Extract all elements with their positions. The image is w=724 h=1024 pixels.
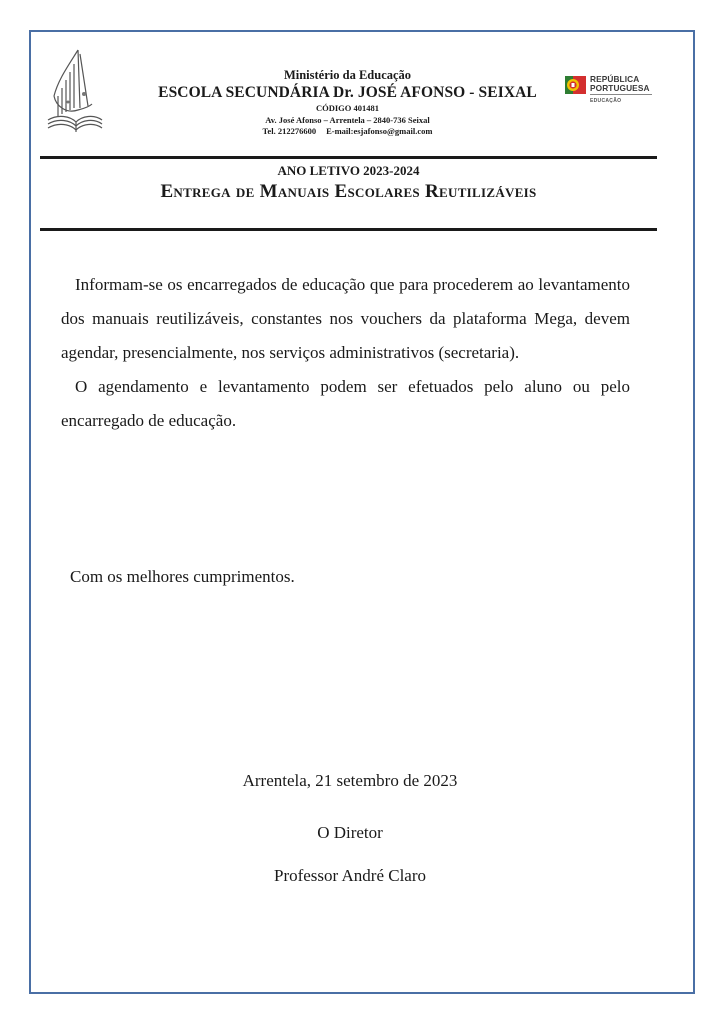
gov-logo-line2: PORTUGUESA [590, 83, 650, 93]
letterhead [0, 0, 724, 160]
republica-portuguesa-logo [565, 71, 654, 107]
school-address: Av. José Afonso – Arrentela – 2840-736 Seixal [265, 114, 430, 125]
closing-line: Com os melhores cumprimentos. [70, 567, 295, 586]
title-rule-bottom [40, 228, 657, 231]
phone-number: Tel. 212276600 [262, 126, 317, 136]
email-address: E-mail:esjafonso@gmail.com [326, 126, 433, 136]
letterhead-text [120, 69, 575, 136]
notice-paragraph: Informam-se os encarregados de educação que para procederem ao levantamento dos manuais reutilizáveis, constantes nos vouchers da plataforma Mega, devem agendar, presencialmente, nos serviços administrativos (secretaria). [61, 275, 630, 362]
school-code: CÓDIGO 401481 [315, 103, 380, 113]
signatory-title: O Diretor [317, 823, 383, 842]
gov-logo-subtitle: EDUCAÇÃO [590, 98, 622, 104]
school-contact [120, 127, 575, 136]
notice-body [61, 268, 630, 438]
portuguese-republic-emblem-icon [565, 73, 587, 97]
gov-logo-line1: REPÚBLICA [590, 74, 640, 84]
school-year: ANO LETIVO 2023-2024 [277, 163, 420, 178]
ministry-name: Ministério da Educação [283, 68, 412, 82]
school-name: ESCOLA SECUNDÁRIA Dr. JOSÉ AFONSO - SEIXAL [158, 83, 537, 101]
notice-paragraph: O agendamento e levantamento podem ser efetuados pelo aluno ou pelo encarregado de educação. [61, 377, 630, 430]
title-rule-top [40, 156, 657, 159]
notice-title: Entrega de Manuais Escolares Reutilizáveis [160, 181, 537, 202]
school-logo-icon [44, 46, 106, 136]
gov-logo-divider [590, 94, 652, 95]
signatory-name: Professor André Claro [273, 866, 427, 885]
place-and-date: Arrentela, 21 setembro de 2023 [242, 771, 458, 790]
